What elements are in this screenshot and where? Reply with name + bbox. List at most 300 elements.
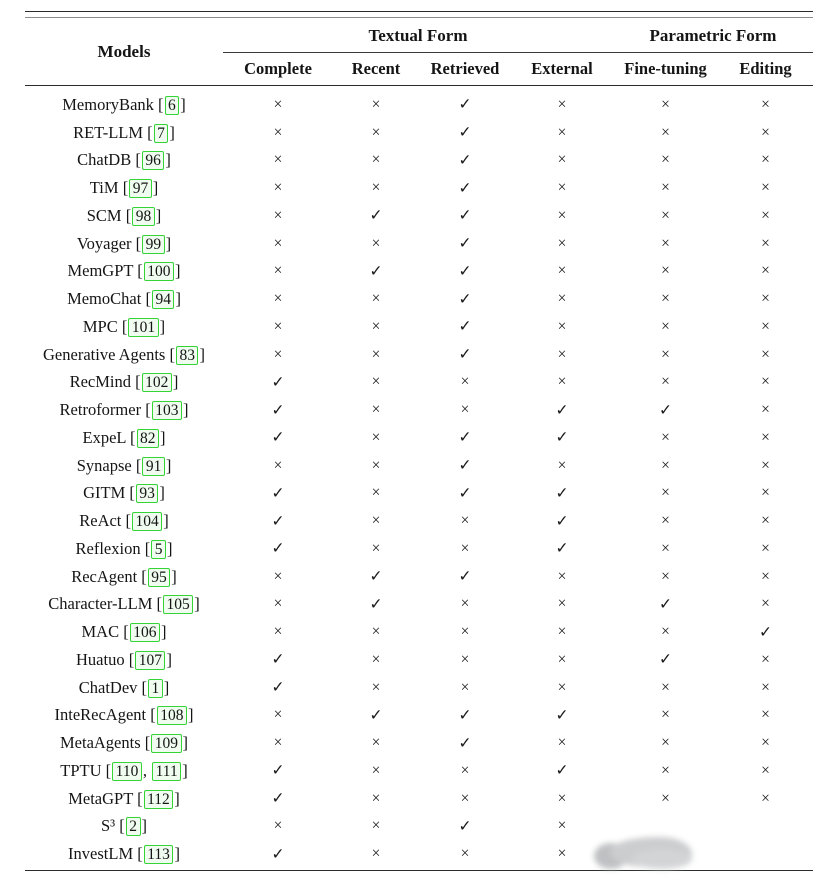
table-row	[25, 285, 813, 313]
cross-mark: ×	[273, 234, 283, 252]
cross-mark: ×	[557, 234, 567, 252]
cross-mark: ×	[371, 539, 381, 557]
cross-mark: ×	[761, 789, 770, 807]
model-name: MAC	[81, 622, 124, 642]
cross-mark: ×	[371, 845, 381, 863]
model-cell	[25, 400, 223, 420]
citation-open-bracket: [	[158, 94, 164, 114]
model-name: ExpeL	[82, 427, 130, 447]
check-mark: ✓	[458, 179, 472, 197]
cross-mark: ×	[661, 706, 670, 724]
cross-mark: ×	[661, 179, 670, 197]
citation-open-bracket: [	[137, 261, 143, 281]
check-mark: ✓	[458, 457, 472, 475]
table-row	[25, 535, 813, 563]
model-name: TPTU	[60, 760, 106, 780]
model-cell	[25, 789, 223, 809]
table-row	[25, 785, 813, 813]
citation-link[interactable]: 7	[154, 124, 169, 143]
table-row	[25, 424, 813, 452]
cross-mark: ×	[557, 595, 567, 613]
cross-mark: ×	[761, 650, 770, 668]
check-mark: ✓	[369, 595, 383, 613]
column-header-external: External	[531, 58, 593, 78]
table-row	[25, 202, 813, 230]
citation-close-bracket: ]	[175, 289, 181, 309]
citation-link[interactable]: 6	[165, 96, 180, 115]
citation-link[interactable]: 111	[152, 762, 181, 781]
cross-mark: ×	[371, 789, 381, 807]
cross-mark: ×	[761, 206, 770, 224]
cross-mark: ×	[557, 650, 567, 668]
model-cell	[25, 234, 223, 254]
cross-mark: ×	[460, 789, 470, 807]
check-mark: ✓	[659, 595, 672, 613]
cross-mark: ×	[557, 123, 567, 141]
citation-open-bracket: [	[147, 122, 153, 142]
table-row	[25, 563, 813, 591]
citation-close-bracket: ]	[166, 538, 173, 558]
table-row	[25, 396, 813, 424]
model-name: RecMind	[69, 372, 136, 392]
model-name: MemGPT	[67, 261, 138, 281]
citation-close-bracket: ]	[182, 400, 189, 420]
citation-link[interactable]: 105	[163, 595, 193, 614]
cross-mark: ×	[273, 179, 283, 197]
model-name: Retroformer	[59, 400, 146, 420]
citation-link[interactable]: 113	[144, 845, 174, 864]
column-header-recent: Recent	[351, 58, 401, 78]
cross-mark: ×	[371, 484, 381, 502]
model-cell	[25, 844, 223, 864]
table-row	[25, 91, 813, 119]
column-header-retrieved: Retrieved	[430, 58, 500, 78]
citation-open-bracket: [	[135, 372, 141, 392]
cross-mark: ×	[460, 678, 470, 696]
citation-link[interactable]: 101	[128, 318, 158, 337]
cross-mark: ×	[761, 595, 770, 613]
citation-link[interactable]: 112	[144, 790, 174, 809]
check-mark: ✓	[271, 762, 285, 780]
cross-mark: ×	[761, 290, 770, 308]
citation-link[interactable]: 93	[136, 484, 159, 503]
cross-mark: ×	[557, 734, 567, 752]
check-mark: ✓	[555, 401, 569, 419]
cross-mark: ×	[371, 623, 381, 641]
citation-link[interactable]: 102	[142, 373, 172, 392]
cross-mark: ×	[661, 789, 670, 807]
citation-close-bracket: ]	[180, 94, 186, 114]
check-mark: ✓	[369, 262, 383, 280]
cross-mark: ×	[761, 761, 770, 779]
model-name: ChatDB	[77, 150, 136, 170]
table-row	[25, 813, 813, 841]
cross-mark: ×	[460, 845, 470, 863]
cross-mark: ×	[661, 317, 670, 335]
cross-mark: ×	[661, 539, 670, 557]
cross-mark: ×	[761, 151, 770, 169]
model-cell	[25, 650, 223, 670]
cross-mark: ×	[273, 345, 283, 363]
table-row	[25, 480, 813, 508]
model-cell	[25, 483, 223, 503]
model-cell	[25, 622, 223, 642]
citation-open-bracket: [	[150, 705, 156, 725]
citation-close-bracket: ]	[160, 427, 166, 447]
citation-open-bracket: [	[169, 344, 175, 364]
citation-close-bracket: ]	[141, 816, 147, 836]
citation-open-bracket: [	[144, 733, 151, 753]
cross-mark: ×	[661, 151, 670, 169]
model-cell	[25, 95, 223, 115]
cross-mark: ×	[371, 650, 381, 668]
model-name: InteRecAgent	[54, 705, 151, 725]
cross-mark: ×	[557, 845, 567, 863]
model-cell	[25, 345, 223, 365]
model-cell	[25, 816, 223, 836]
check-mark: ✓	[271, 373, 285, 391]
model-name: MPC	[82, 316, 122, 336]
table-row	[25, 174, 813, 202]
cross-mark: ×	[661, 373, 670, 391]
cross-mark: ×	[557, 789, 567, 807]
citation-open-bracket: [	[130, 427, 136, 447]
cross-mark: ×	[460, 650, 470, 668]
citation-open-bracket: [	[144, 538, 151, 558]
citation-open-bracket: [	[135, 233, 142, 253]
cross-mark: ×	[371, 373, 381, 391]
model-cell	[25, 733, 223, 753]
citation-close-bracket: ]	[171, 566, 177, 586]
check-mark: ✓	[458, 290, 472, 308]
citation-link[interactable]: 96	[142, 151, 165, 170]
citation-open-bracket: [	[135, 150, 141, 170]
table-row	[25, 230, 813, 258]
cross-mark: ×	[273, 262, 283, 280]
cross-mark: ×	[273, 706, 283, 724]
citation-open-bracket: [	[121, 316, 128, 336]
citation-link[interactable]: 103	[152, 401, 182, 420]
cross-mark: ×	[557, 456, 567, 474]
table-row	[25, 618, 813, 646]
cross-mark: ×	[371, 428, 381, 446]
cross-mark: ×	[371, 317, 381, 335]
check-mark: ✓	[555, 429, 569, 447]
model-name: ChatDev	[78, 677, 142, 697]
check-mark: ✓	[458, 484, 472, 502]
citation-link[interactable]: 98	[132, 207, 155, 226]
cross-mark: ×	[557, 678, 567, 696]
model-cell	[25, 206, 223, 226]
cross-mark: ×	[371, 761, 381, 779]
check-mark: ✓	[458, 429, 472, 447]
check-mark: ✓	[555, 540, 569, 558]
column-header-complete: Complete	[244, 58, 312, 78]
citation-close-bracket: ]	[194, 594, 200, 614]
cross-mark: ×	[661, 234, 670, 252]
model-cell	[25, 567, 223, 587]
model-name: Synapse	[76, 455, 136, 475]
check-mark: ✓	[271, 484, 285, 502]
citation-open-bracket: [	[123, 622, 129, 642]
citation-open-bracket: [	[128, 649, 135, 669]
model-name: Huatuo	[76, 649, 129, 669]
table-row	[25, 452, 813, 480]
cross-mark: ×	[661, 761, 670, 779]
model-name: MemoChat	[67, 289, 146, 309]
citation-open-bracket: [	[141, 566, 147, 586]
check-mark: ✓	[458, 568, 472, 586]
cross-mark: ×	[273, 151, 283, 169]
column-header-fine-tuning: Fine-tuning	[624, 58, 707, 78]
table-top-rule-1	[25, 11, 813, 12]
citation-comma: ,	[142, 760, 152, 780]
citation-close-bracket: ]	[159, 316, 166, 336]
group-header-parametric-form: Parametric Form	[649, 26, 777, 45]
cross-mark: ×	[557, 179, 567, 197]
citation-link[interactable]: 5	[151, 540, 166, 559]
check-mark: ✓	[555, 484, 569, 502]
table-row	[25, 313, 813, 341]
cross-mark: ×	[371, 234, 381, 252]
cross-mark: ×	[371, 678, 381, 696]
cross-mark: ×	[761, 95, 770, 113]
table-row	[25, 258, 813, 286]
model-cell	[25, 594, 223, 614]
citation-close-bracket: ]	[182, 760, 188, 780]
check-mark: ✓	[271, 651, 285, 669]
citation-link[interactable]: 109	[151, 734, 181, 753]
citation-open-bracket: [	[129, 483, 135, 503]
cross-mark: ×	[661, 290, 670, 308]
citation-link[interactable]: 91	[142, 457, 165, 476]
cross-mark: ×	[273, 290, 283, 308]
citation-close-bracket: ]	[165, 233, 172, 253]
citation-close-bracket: ]	[160, 622, 167, 642]
table-row	[25, 674, 813, 702]
cross-mark: ×	[371, 456, 381, 474]
cross-mark: ×	[661, 678, 670, 696]
cross-mark: ×	[273, 817, 283, 835]
check-mark: ✓	[458, 318, 472, 336]
model-name: SCM	[86, 205, 126, 225]
cross-mark: ×	[371, 512, 381, 530]
citation-close-bracket: ]	[152, 178, 159, 198]
cross-mark: ×	[661, 456, 670, 474]
cross-mark: ×	[557, 623, 567, 641]
model-name: Character-LLM	[48, 594, 157, 614]
model-name: RET-LLM	[73, 122, 148, 142]
cross-mark: ×	[557, 151, 567, 169]
check-mark: ✓	[458, 817, 472, 835]
check-mark: ✓	[458, 346, 472, 364]
check-mark: ✓	[369, 568, 383, 586]
check-mark: ✓	[659, 651, 672, 669]
citation-open-bracket: [	[145, 289, 151, 309]
cross-mark: ×	[661, 262, 670, 280]
cross-mark: ×	[371, 123, 381, 141]
citation-link[interactable]: 82	[137, 429, 160, 448]
model-cell	[25, 150, 223, 170]
model-cell	[25, 261, 223, 281]
model-cell	[25, 123, 223, 143]
table-row	[25, 702, 813, 730]
check-mark: ✓	[555, 512, 569, 530]
check-mark: ✓	[271, 540, 285, 558]
check-mark: ✓	[271, 429, 285, 447]
citation-open-bracket: [	[137, 788, 143, 808]
cross-mark: ×	[273, 595, 283, 613]
cross-mark: ×	[371, 95, 381, 113]
citation-open-bracket: [	[105, 760, 112, 780]
citation-link[interactable]: 110	[112, 762, 142, 781]
cross-mark: ×	[761, 706, 770, 724]
cross-mark: ×	[273, 456, 283, 474]
citation-link[interactable]: 107	[135, 651, 165, 670]
table-header	[25, 18, 813, 85]
cross-mark: ×	[661, 95, 670, 113]
cross-mark: ×	[761, 678, 770, 696]
citation-link[interactable]: 99	[142, 235, 165, 254]
model-cell	[25, 678, 223, 698]
citation-open-bracket: [	[125, 205, 132, 225]
cross-mark: ×	[371, 817, 381, 835]
model-name: Voyager	[76, 233, 136, 253]
citation-link[interactable]: 106	[130, 623, 160, 642]
citation-link[interactable]: 97	[129, 179, 152, 198]
cross-mark: ×	[761, 428, 770, 446]
citation-link[interactable]: 83	[176, 346, 199, 365]
cross-mark: ×	[460, 539, 470, 557]
check-mark: ✓	[759, 623, 772, 641]
model-cell	[25, 511, 223, 531]
model-cell	[25, 289, 223, 309]
check-mark: ✓	[458, 734, 472, 752]
citation-link[interactable]: 2	[126, 817, 141, 836]
table-row	[25, 757, 813, 785]
citation-link[interactable]: 108	[157, 706, 187, 725]
cross-mark: ×	[661, 734, 670, 752]
cross-mark: ×	[761, 373, 770, 391]
cross-mark: ×	[371, 734, 381, 752]
cross-mark: ×	[761, 262, 770, 280]
check-mark: ✓	[369, 706, 383, 724]
model-cell	[25, 761, 223, 781]
cross-mark: ×	[460, 761, 470, 779]
cross-mark: ×	[761, 401, 770, 419]
table-row	[25, 119, 813, 147]
citation-open-bracket: [	[145, 400, 151, 420]
citation-close-bracket: ]	[174, 788, 180, 808]
cross-mark: ×	[557, 317, 567, 335]
citation-close-bracket: ]	[159, 483, 165, 503]
citation-link[interactable]: 94	[152, 290, 175, 309]
check-mark: ✓	[369, 207, 383, 225]
models-column-header: Models	[97, 42, 151, 61]
check-mark: ✓	[555, 706, 569, 724]
cross-mark: ×	[273, 734, 283, 752]
citation-close-bracket: ]	[166, 649, 172, 669]
model-name: MemoryBank	[62, 94, 159, 114]
table-row	[25, 729, 813, 757]
check-mark: ✓	[458, 151, 472, 169]
model-cell	[25, 539, 223, 559]
table-row	[25, 147, 813, 175]
cross-mark: ×	[557, 373, 567, 391]
citation-close-bracket: ]	[165, 150, 171, 170]
citation-link[interactable]: 100	[144, 262, 174, 281]
citation-open-bracket: [	[122, 178, 129, 198]
model-name: ReAct	[79, 511, 126, 531]
cross-mark: ×	[761, 567, 770, 585]
cross-mark: ×	[761, 123, 770, 141]
citation-link[interactable]: 95	[148, 568, 171, 587]
check-mark: ✓	[271, 845, 285, 863]
model-cell	[25, 456, 223, 476]
group-header-rule	[223, 52, 813, 53]
cross-mark: ×	[557, 95, 567, 113]
cross-mark: ×	[273, 206, 283, 224]
check-mark: ✓	[659, 401, 672, 419]
citation-close-bracket: ]	[199, 344, 205, 364]
citation-close-bracket: ]	[169, 122, 175, 142]
check-mark: ✓	[458, 262, 472, 280]
model-cell	[25, 372, 223, 392]
cross-mark: ×	[371, 401, 381, 419]
table-row	[25, 840, 813, 868]
cross-mark: ×	[661, 567, 670, 585]
cross-mark: ×	[557, 567, 567, 585]
citation-close-bracket: ]	[174, 844, 180, 864]
cross-mark: ×	[460, 623, 470, 641]
model-cell	[25, 705, 223, 725]
cross-mark: ×	[371, 151, 381, 169]
cross-mark: ×	[460, 595, 470, 613]
citation-close-bracket: ]	[182, 733, 189, 753]
citation-close-bracket: ]	[165, 455, 172, 475]
model-cell	[25, 317, 223, 337]
cross-mark: ×	[273, 567, 283, 585]
citation-link[interactable]: 104	[132, 512, 162, 531]
cross-mark: ×	[661, 623, 670, 641]
model-name: S³	[101, 816, 120, 836]
cross-mark: ×	[460, 401, 470, 419]
citation-open-bracket: [	[156, 594, 162, 614]
model-cell	[25, 178, 223, 198]
cross-mark: ×	[661, 123, 670, 141]
model-name: MetaGPT	[68, 788, 138, 808]
cross-mark: ×	[371, 345, 381, 363]
citation-open-bracket: [	[137, 844, 143, 864]
check-mark: ✓	[458, 96, 472, 114]
citation-link[interactable]: 1	[148, 679, 163, 698]
cross-mark: ×	[761, 345, 770, 363]
cross-mark: ×	[371, 179, 381, 197]
check-mark: ✓	[271, 679, 285, 697]
cross-mark: ×	[557, 817, 567, 835]
cross-mark: ×	[761, 456, 770, 474]
cross-mark: ×	[761, 179, 770, 197]
table-row	[25, 369, 813, 397]
table-row	[25, 341, 813, 369]
group-header-textual-form: Textual Form	[368, 26, 468, 45]
citation-open-bracket: [	[119, 816, 125, 836]
table-bottom-rule	[25, 870, 813, 871]
citation-open-bracket: [	[135, 455, 142, 475]
cross-mark: ×	[761, 539, 770, 557]
check-mark: ✓	[271, 790, 285, 808]
table-body	[25, 86, 813, 868]
